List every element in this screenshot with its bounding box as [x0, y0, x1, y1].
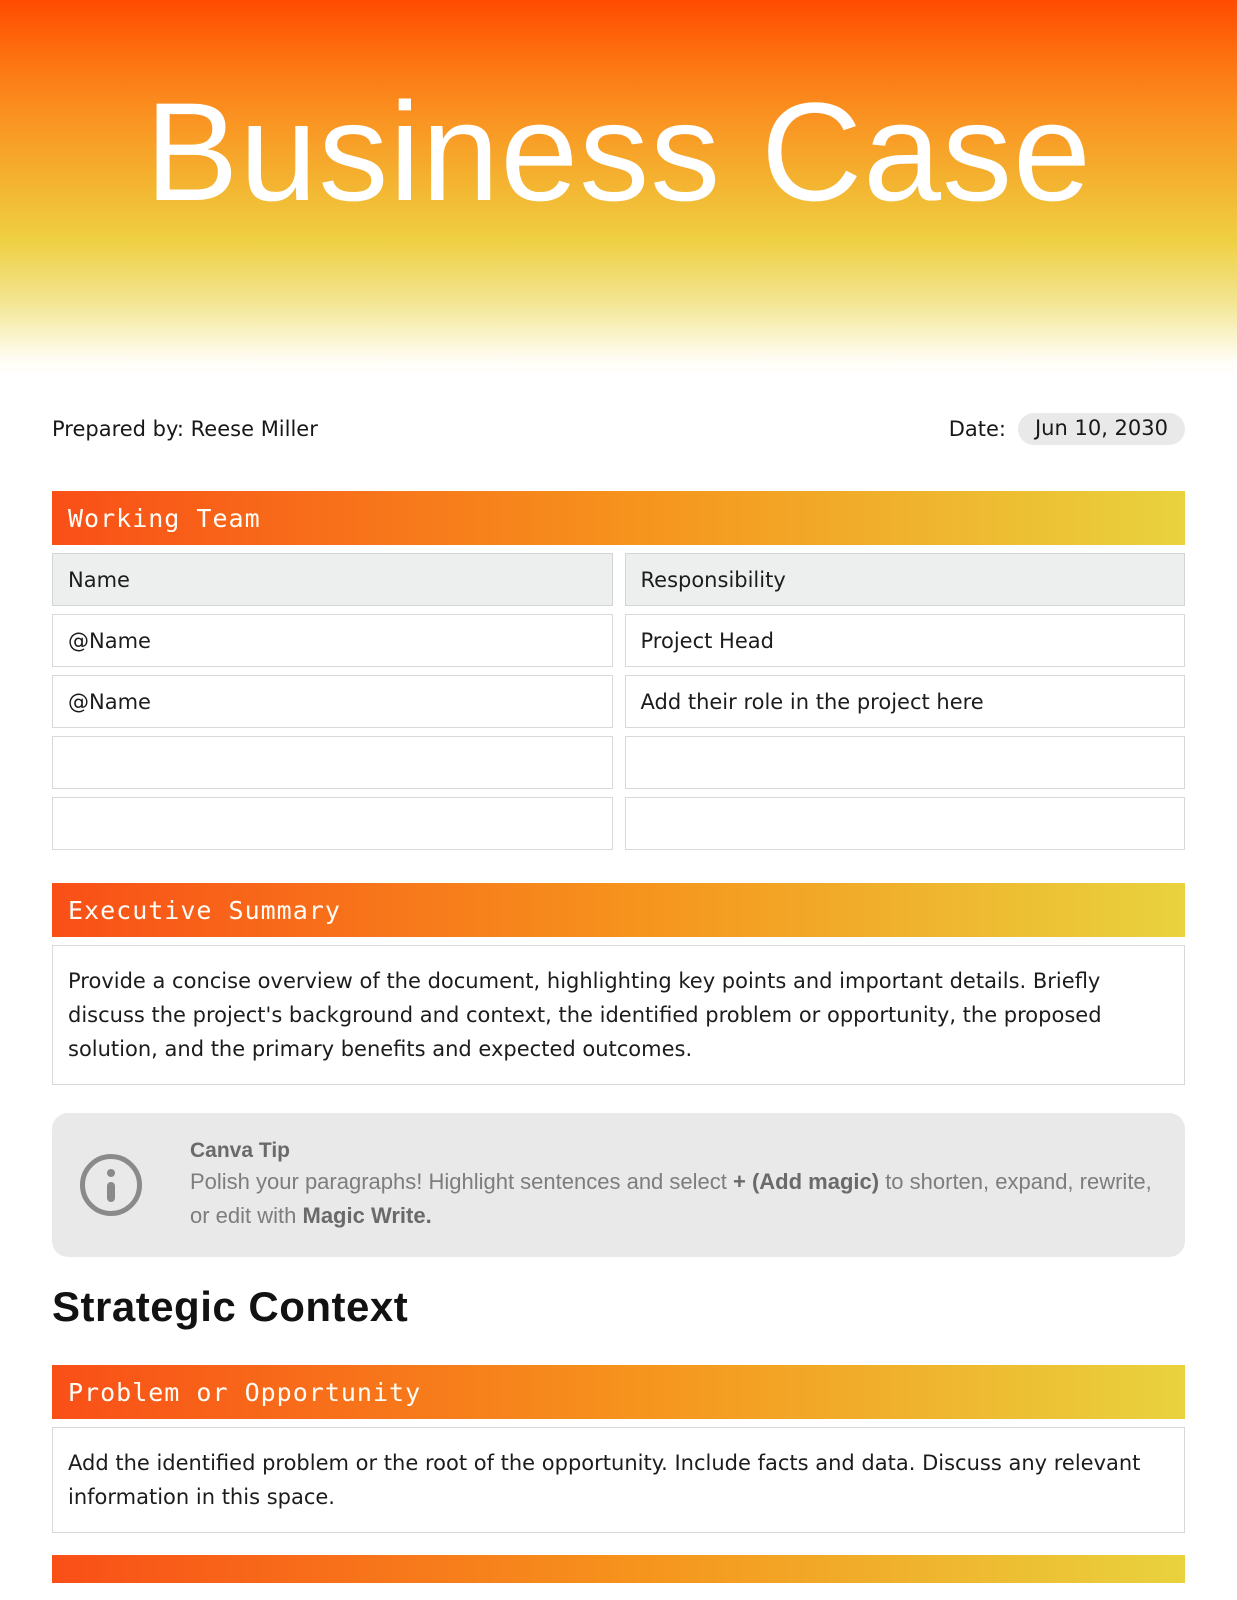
table-cell[interactable] — [52, 736, 613, 789]
tip-segment: Polish your paragraphs! Highlight sentences and select — [190, 1169, 733, 1194]
problem-opportunity-box[interactable]: Add the identified problem or the root of the opportunity. Include facts and data. Discuss any relevant information in this space. — [52, 1427, 1185, 1533]
table-cell[interactable]: @Name — [52, 675, 613, 728]
section-title-executive-summary[interactable]: Executive Summary — [68, 895, 341, 925]
date-label: Date: — [948, 417, 1006, 441]
canva-tip-body — [190, 1165, 1161, 1233]
header-banner — [0, 0, 1237, 375]
table-cell[interactable]: Add their role in the project here — [625, 675, 1186, 728]
canva-tip-text — [190, 1137, 1161, 1233]
document-body — [0, 413, 1237, 1583]
strategic-context-heading[interactable]: Strategic Context — [52, 1283, 409, 1330]
section-title-problem-opportunity[interactable]: Problem or Opportunity — [68, 1377, 422, 1407]
date-pill[interactable]: Jun 10, 2030 — [1018, 413, 1185, 445]
team-table — [52, 553, 1185, 850]
table-cell[interactable]: @Name — [52, 614, 613, 667]
bottom-accent-bar — [52, 1555, 1185, 1583]
tip-bold-segment: Magic Write. — [302, 1203, 432, 1228]
section-header-problem-opportunity — [52, 1365, 1185, 1419]
canva-tip-box — [52, 1113, 1185, 1257]
executive-summary-box[interactable]: Provide a concise overview of the document, highlighting key points and important details. Briefly discuss the project's background and context, the identified problem or opportunity, the proposed solution, and the primary benefits and expected outcomes. — [52, 945, 1185, 1085]
table-header-cell[interactable]: Name — [52, 553, 613, 606]
info-icon — [80, 1154, 142, 1216]
table-header-cell[interactable]: Responsibility — [625, 553, 1186, 606]
tip-segment: to shorten, expand, rewrite, or edit with — [190, 1169, 1152, 1228]
canva-tip-title: Canva Tip — [190, 1139, 290, 1162]
section-title-working-team[interactable]: Working Team — [68, 503, 261, 533]
section-header-working-team — [52, 491, 1185, 545]
tip-bold-segment: + (Add magic) — [733, 1169, 880, 1194]
table-cell[interactable] — [52, 797, 613, 850]
date-field — [949, 413, 1185, 445]
prepared-by-text[interactable]: Prepared by: Reese Miller — [52, 417, 318, 441]
meta-row — [52, 413, 1185, 445]
page-title[interactable]: Business Case — [145, 73, 1092, 230]
table-cell[interactable] — [625, 797, 1186, 850]
table-cell[interactable]: Project Head — [625, 614, 1186, 667]
section-header-executive-summary — [52, 883, 1185, 937]
table-cell[interactable] — [625, 736, 1186, 789]
